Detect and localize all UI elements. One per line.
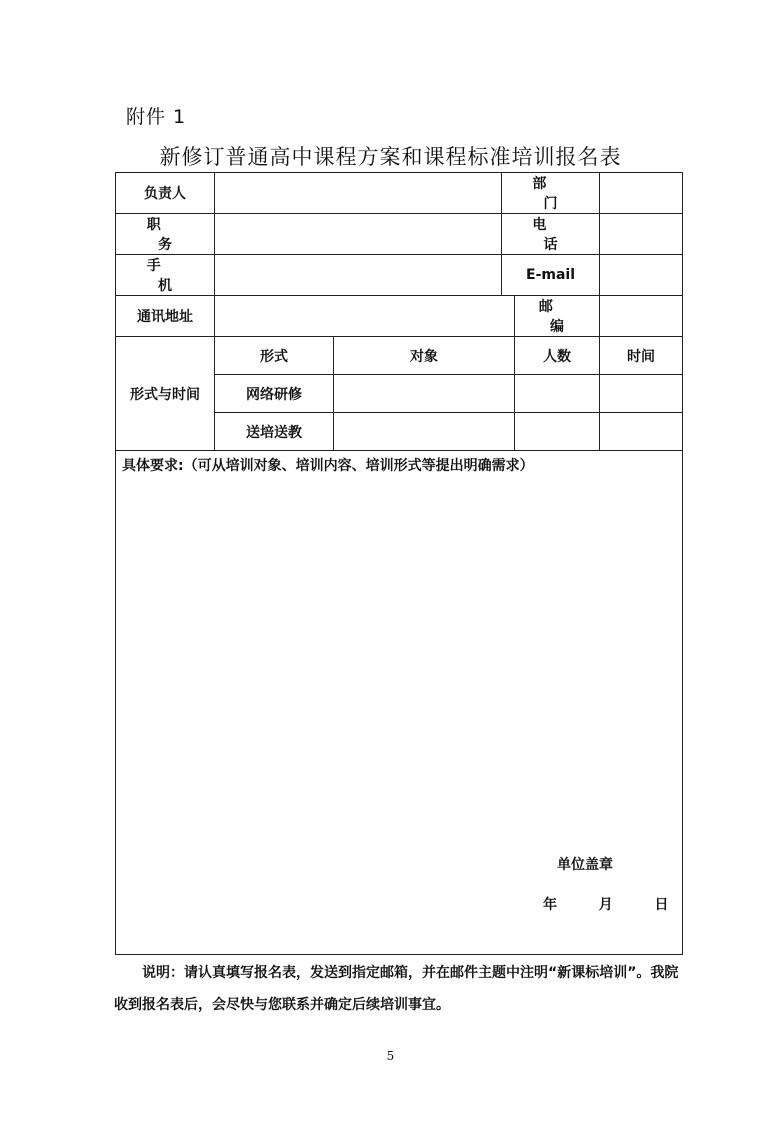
page-number: 5 [386, 1049, 395, 1063]
postcode-field[interactable] [600, 296, 683, 337]
registration-form-table [115, 172, 683, 955]
month-label: 月 [598, 897, 613, 913]
online-label: 网络研修 [215, 375, 334, 413]
count-header: 人数 [515, 337, 600, 375]
day-label: 日 [654, 897, 669, 913]
instruction-note: 说明：请认真填写报名表，发送到指定邮箱，并在邮件主题中注明“新课标培训”。我院收到报名表后，会尽快与您联系并确定后续培训事宜。 [114, 965, 679, 1013]
form-title: 新修订普通高中课程方案和课程标准培训报名表 [159, 145, 622, 169]
onsite-count-field[interactable] [515, 413, 600, 451]
email-label: E-mail [502, 255, 600, 296]
row-position [116, 214, 683, 255]
row-mobile [116, 255, 683, 296]
attachment-label: 附件 1 [126, 106, 187, 128]
postcode-label: 邮 编 [515, 296, 600, 337]
target-header: 对象 [334, 337, 515, 375]
row-format-header [116, 337, 683, 375]
online-target-field[interactable] [334, 375, 515, 413]
online-count-field[interactable] [515, 375, 600, 413]
row-requirements [116, 451, 683, 955]
department-label: 部 门 [502, 173, 600, 214]
onsite-time-field[interactable] [600, 413, 683, 451]
position-field[interactable] [215, 214, 502, 255]
row-address [116, 296, 683, 337]
mobile-field[interactable] [215, 255, 502, 296]
onsite-target-field[interactable] [334, 413, 515, 451]
department-field[interactable] [600, 173, 683, 214]
email-field[interactable] [600, 255, 683, 296]
date-line [543, 894, 669, 914]
responsible-field[interactable] [215, 173, 502, 214]
requirements-field[interactable] [116, 451, 683, 955]
mobile-label: 手 机 [116, 255, 215, 296]
format-header: 形式 [215, 337, 334, 375]
phone-label: 电 话 [502, 214, 600, 255]
format-time-label: 形式与时间 [116, 337, 215, 451]
phone-field[interactable] [600, 214, 683, 255]
responsible-label: 负责人 [116, 173, 215, 214]
time-header: 时间 [600, 337, 683, 375]
row-responsible [116, 173, 683, 214]
address-label: 通讯地址 [116, 296, 215, 337]
seal-label: 单位盖章 [557, 857, 613, 873]
address-field[interactable] [215, 296, 515, 337]
online-time-field[interactable] [600, 375, 683, 413]
year-label: 年 [543, 897, 557, 913]
position-label: 职 务 [116, 214, 215, 255]
onsite-label: 送培送教 [215, 413, 334, 451]
requirements-label: 具体要求:（可从培训对象、培训内容、培训形式等提出明确需求） [122, 458, 534, 474]
